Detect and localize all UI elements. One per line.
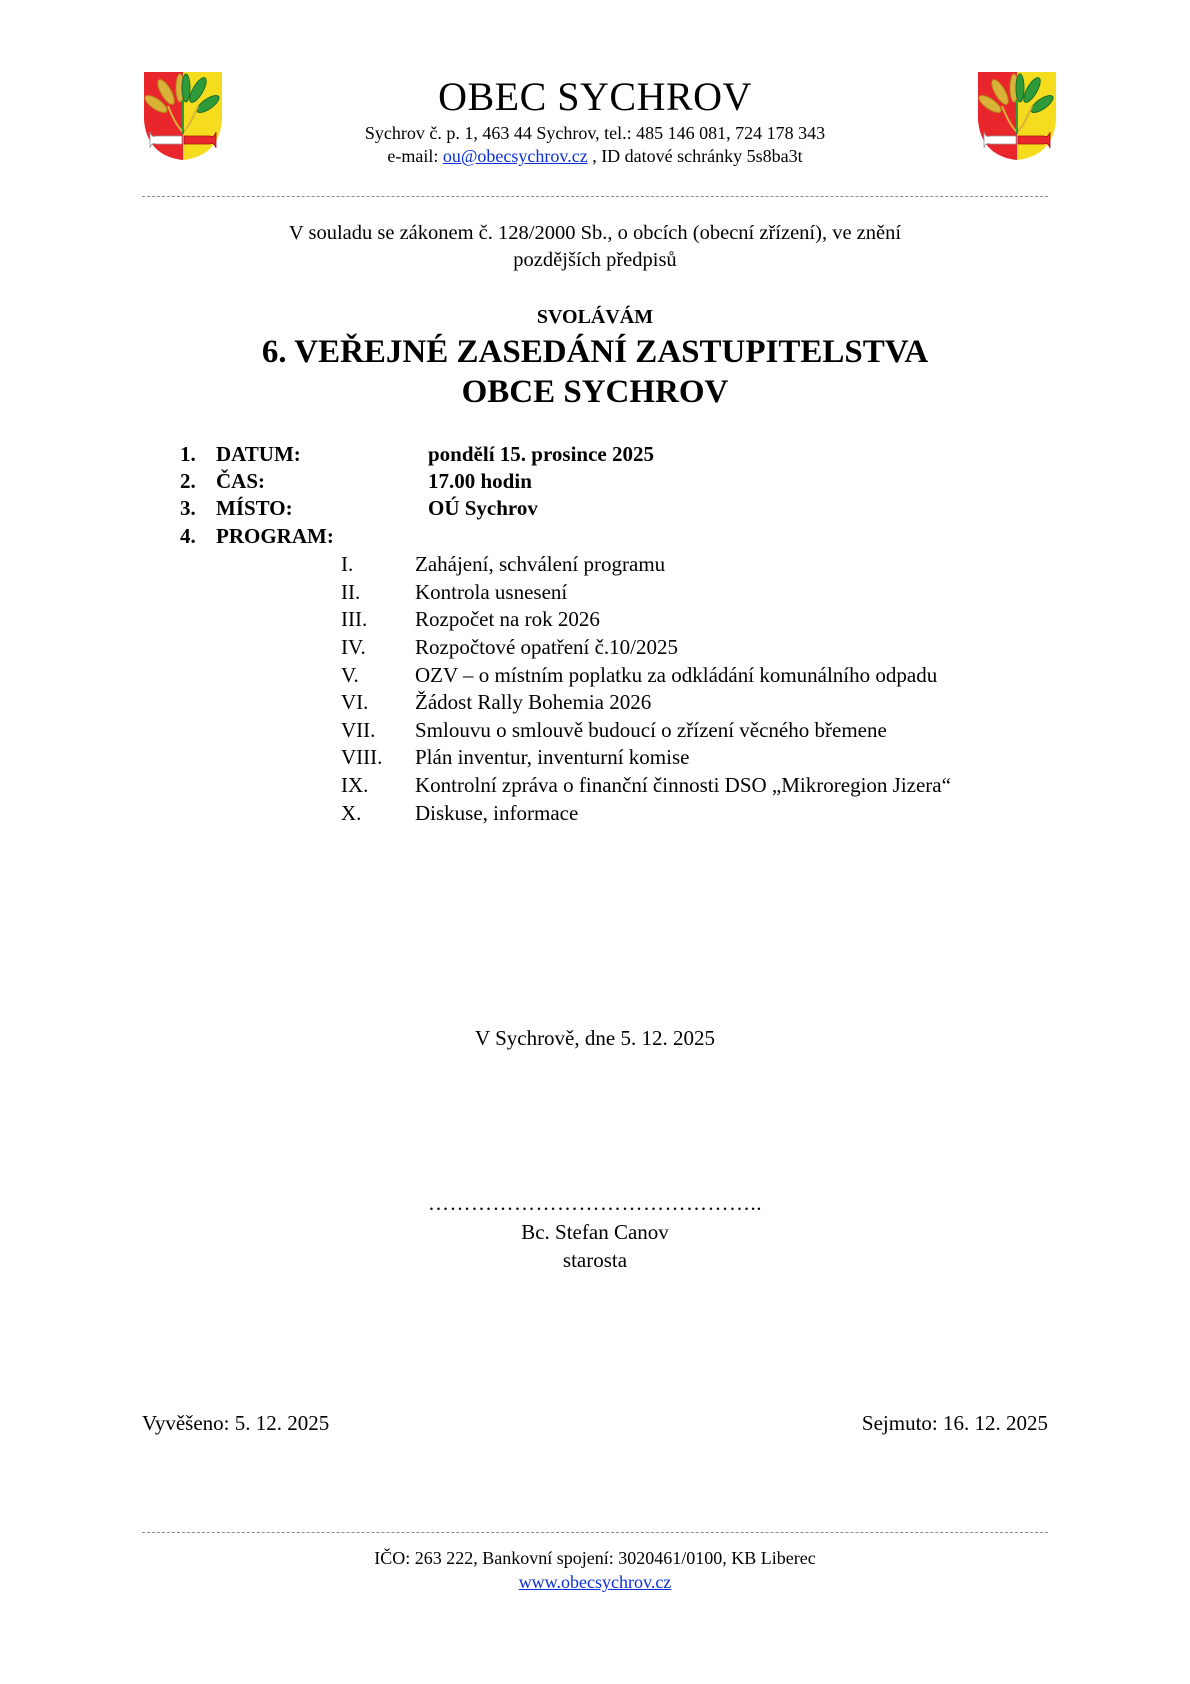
- detail-number: 3.: [180, 496, 196, 520]
- detail-value: 17.00 hodin: [428, 469, 532, 493]
- program-numeral: VI.: [341, 690, 369, 714]
- detail-label: PROGRAM:: [216, 524, 334, 548]
- program-text: Smlouvu o smlouvě budoucí o zřízení věcného břemene: [415, 718, 887, 742]
- databox-id: , ID datové schránky 5s8ba3t: [587, 146, 803, 166]
- website-link[interactable]: www.obecsychrov.cz: [518, 1572, 672, 1592]
- detail-value: pondělí 15. prosince 2025: [428, 442, 654, 466]
- legal-basis-line-2: pozdějších předpisů: [513, 249, 677, 271]
- removed-date: Sejmuto: 16. 12. 2025: [861, 1411, 1048, 1435]
- program-numeral: IV.: [341, 635, 366, 659]
- contact-line: [0, 145, 1190, 168]
- header-divider: [142, 196, 1048, 197]
- place-and-date: V Sychrově, dne 5. 12. 2025: [475, 1026, 715, 1050]
- footer-registry: IČO: 263 222, Bankovní spojení: 3020461/0100, KB Liberec: [374, 1548, 816, 1568]
- email-label: e-mail:: [387, 146, 443, 166]
- footer-website: [0, 1571, 1190, 1594]
- program-text: Žádost Rally Bohemia 2026: [415, 690, 652, 714]
- footer-divider: [142, 1532, 1048, 1533]
- meeting-heading-line-2: OBCE SYCHROV: [461, 374, 729, 410]
- program-text: Rozpočtové opatření č.10/2025: [415, 635, 679, 659]
- program-text: OZV – o místním poplatku za odkládání komunálního odpadu: [415, 663, 938, 687]
- detail-number: 4.: [180, 524, 196, 548]
- municipality-title: OBEC SYCHROV: [438, 74, 752, 119]
- convening-verb: SVOLÁVÁM: [536, 306, 654, 328]
- program-numeral: III.: [341, 607, 368, 631]
- program-numeral: VIII.: [341, 745, 383, 769]
- detail-label: MÍSTO:: [216, 496, 293, 520]
- program-numeral: X.: [341, 801, 362, 825]
- program-text: Diskuse, informace: [415, 801, 579, 825]
- detail-label: ČAS:: [216, 469, 266, 493]
- detail-value: OÚ Sychrov: [428, 496, 538, 520]
- meeting-heading: [0, 332, 1190, 412]
- meeting-heading-line-1: 6. VEŘEJNÉ ZASEDÁNÍ ZASTUPITELSTVA: [261, 334, 929, 370]
- legal-basis: [0, 220, 1190, 274]
- address-line: Sychrov č. p. 1, 463 44 Sychrov, tel.: 485 146 081, 724 178 343: [364, 123, 826, 143]
- signature-line: ………………………………………..: [428, 1191, 762, 1215]
- program-text: Plán inventur, inventurní komise: [415, 745, 690, 769]
- email-link[interactable]: ou@obecsychrov.cz: [442, 146, 588, 166]
- posted-date: Vyvěšeno: 5. 12. 2025: [142, 1411, 330, 1435]
- program-text: Kontrola usnesení: [415, 580, 568, 604]
- program-numeral: II.: [341, 580, 361, 604]
- program-numeral: I.: [341, 552, 354, 576]
- detail-label: DATUM:: [216, 442, 301, 466]
- detail-number: 2.: [180, 469, 196, 493]
- program-text: Rozpočet na rok 2026: [415, 607, 600, 631]
- program-numeral: IX.: [341, 773, 369, 797]
- signer-name: Bc. Stefan Canov: [521, 1220, 669, 1244]
- program-text: Zahájení, schválení programu: [415, 552, 666, 576]
- program-numeral: V.: [341, 663, 359, 687]
- detail-number: 1.: [180, 442, 196, 466]
- legal-basis-line-1: V souladu se zákonem č. 128/2000 Sb., o obcích (obecní zřízení), ve znění: [288, 222, 902, 244]
- signer-role: starosta: [562, 1248, 628, 1272]
- program-numeral: VII.: [341, 718, 376, 742]
- program-text: Kontrolní zpráva o finanční činnosti DSO „Mikroregion Jizera“: [415, 773, 951, 797]
